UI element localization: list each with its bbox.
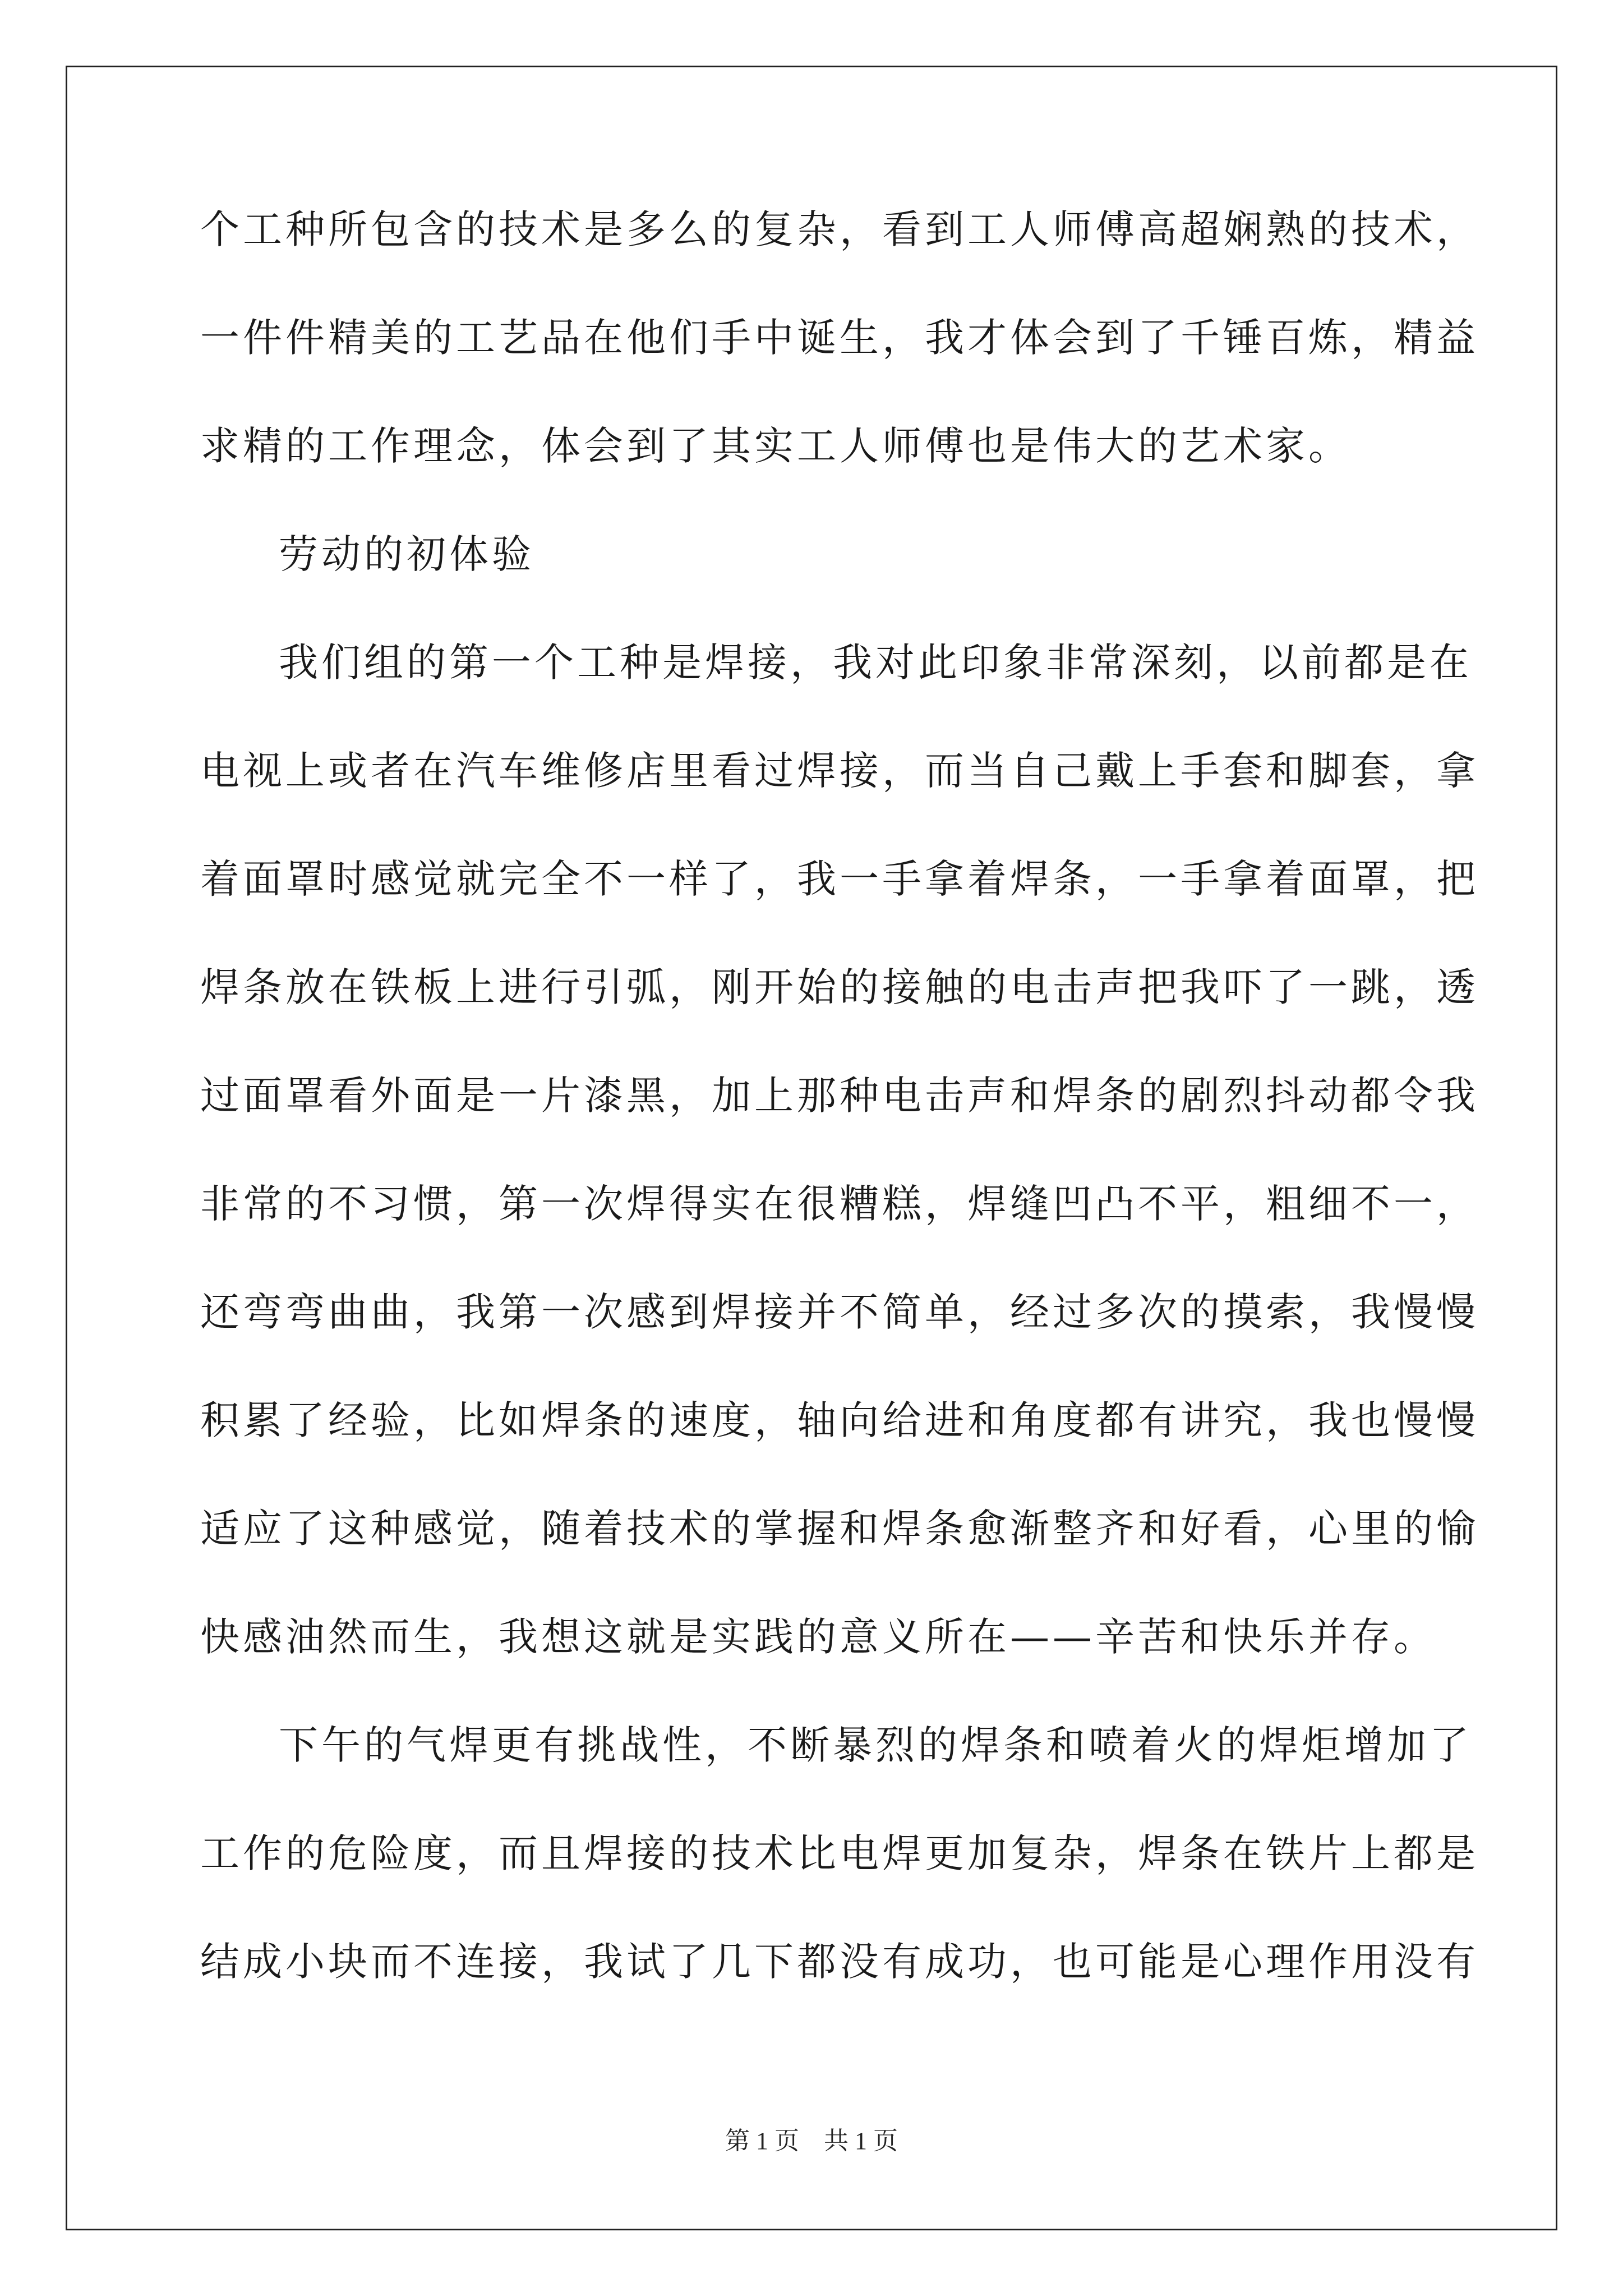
text-line: 适应了这种感觉，随着技术的掌握和焊条愈渐整齐和好看，心里的愉 — [200, 1506, 1479, 1552]
text-line: 工作的危险度，而且焊接的技术比电焊更加复杂，焊条在铁片上都是 — [200, 1830, 1479, 1876]
document-body — [200, 206, 1479, 2050]
text-line: 下午的气焊更有挑战性，不断暴烈的焊条和喷着火的焊炬增加了 — [279, 1722, 1472, 1768]
page-number-footer: 第 1 页 共 1 页 — [725, 2127, 898, 2155]
text-line: 焊条放在铁板上进行引弧，刚开始的接触的电击声把我吓了一跳，透 — [200, 964, 1479, 1010]
text-line: 结成小块而不连接，我试了几下都没有成功，也可能是心理作用没有 — [200, 1939, 1479, 1985]
text-line: 我们组的第一个工种是焊接，我对此印象非常深刻，以前都是在 — [279, 639, 1472, 685]
text-line: 电视上或者在汽车维修店里看过焊接，而当自己戴上手套和脚套，拿 — [200, 748, 1479, 794]
text-line: 还弯弯曲曲，我第一次感到焊接并不简单，经过多次的摸索，我慢慢 — [200, 1289, 1479, 1335]
text-line: 快感油然而生，我想这就是实践的意义所在——辛苦和快乐并存。 — [200, 1614, 1436, 1660]
section-heading: 劳动的初体验 — [279, 531, 534, 577]
text-line: 一件件精美的工艺品在他们手中诞生，我才体会到了千锤百炼，精益 — [200, 315, 1479, 361]
text-line: 着面罩时感觉就完全不一样了，我一手拿着焊条，一手拿着面罩，把 — [200, 856, 1479, 902]
text-line: 非常的不习惯，第一次焊得实在很糟糕，焊缝凹凸不平，粗细不一， — [200, 1181, 1479, 1227]
text-line: 求精的工作理念，体会到了其实工人师傅也是伟大的艺术家。 — [200, 423, 1351, 469]
text-line: 积累了经验，比如焊条的速度，轴向给进和角度都有讲究，我也慢慢 — [200, 1397, 1479, 1443]
text-line: 过面罩看外面是一片漆黑，加上那种电击声和焊条的剧烈抖动都令我 — [200, 1073, 1479, 1119]
text-line: 个工种所包含的技术是多么的复杂，看到工人师傅高超娴熟的技术， — [200, 206, 1479, 252]
